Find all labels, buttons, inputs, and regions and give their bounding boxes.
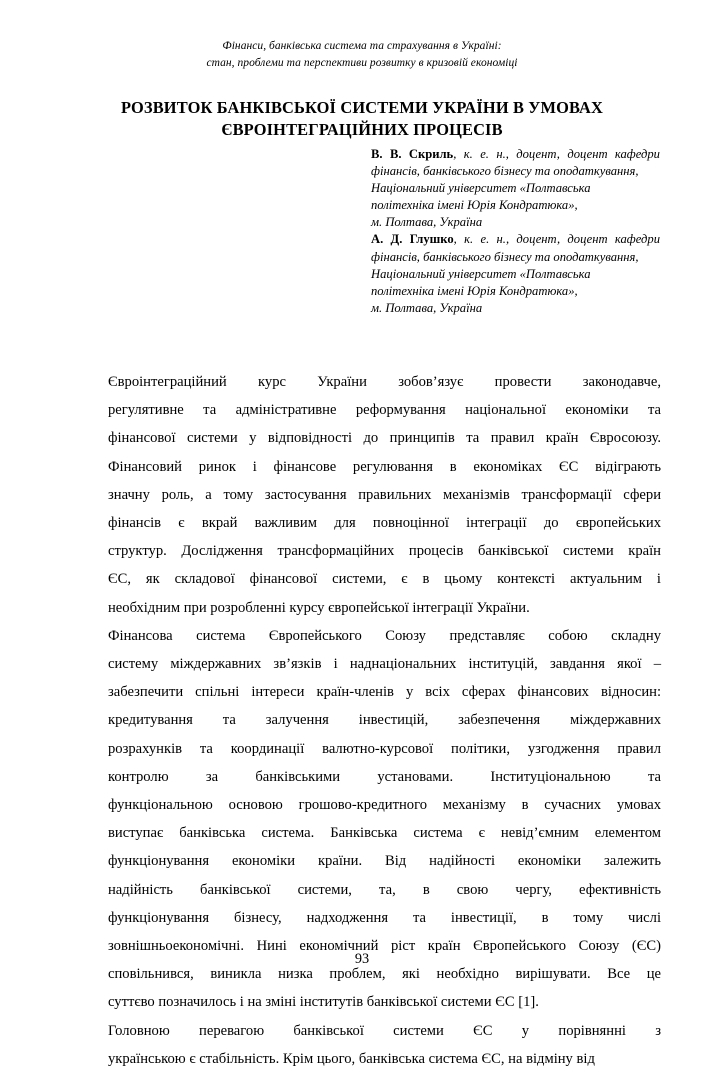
body-line: систему міждержавних зв’язків і наднаціональних інституцій, завдання якої – [108,656,661,673]
running-head [64,38,660,71]
author-1-affiliation-line-2: політехніка імені Юрія Кондратюка», [371,198,578,213]
body-line: Фінансова система Європейського Союзу представляє собою складну [108,627,661,644]
body-paragraph-3 [64,1017,661,1073]
author-1-name: В. В. Скриль [371,147,454,161]
author-1-affiliation-line-3: м. Полтава, Україна [371,215,483,230]
body-line: функціональною основою грошово-кредитного механізму в сучасних умовах [108,797,661,814]
body-line: необхідним при розробленні курсу європейської інтеграції України. [108,599,530,616]
author-entry-2 [371,231,660,316]
body-line: структур. Дослідження трансформаційних процесів банківської системи країн [108,543,661,560]
authors-block [371,146,660,317]
body-line: Євроінтеграційний курс України зобов’язує провести законодавче, [108,374,661,390]
author-1-affiliation [371,180,660,231]
author-2-name-and-position [371,231,660,265]
body-line: регулятивне та адміністративне реформування національної економіки та [108,402,661,419]
body-line: функціонування бізнесу, надходження та інвестиції, в тому числі [108,909,661,926]
body-line: контролю за банківськими установами. Інституціональною та [108,768,661,785]
body-line: кредитування та залучення інвестицій, забезпечення міждержавних [108,712,661,729]
author-2-name: А. Д. Глушко [371,232,454,247]
article-title-line-1: РОЗВИТОК БАНКІВСЬКОЇ СИСТЕМИ УКРАЇНИ В УМОВАХ [120,97,604,117]
body-line: фінансової системи у відповідності до принципів та правил країн Євросоюзу. [108,430,661,447]
body-line: зовнішньоекономічні. Нині економічний ріст країн Європейського Союзу (ЄС) [108,938,661,955]
author-entry-1 [371,146,660,231]
author-2-affiliation [371,266,660,317]
author-1-name-and-position [371,146,660,180]
body-line: виступає банківська система. Банківська система є невід’ємним елементом [108,825,661,842]
page-number: 93 [354,951,370,967]
author-1-affiliation-line-1: Національний університет «Полтавська [371,181,591,196]
body-line: функціонування економіки країни. Від надійності економіки залежить [108,853,661,870]
body-line: сповільнився, виникла низка проблем, які необхідно вирішувати. Все це [108,966,661,983]
author-2-degree-position: , к. е. н., доцент, доцент кафедри фінансів, банківського бізнесу та оподаткування, [371,232,660,264]
body-line: забезпечити спільні інтереси країн-членів у всіх сферах фінансових відносин: [108,684,661,701]
author-2-affiliation-line-2: політехніка імені Юрія Кондратюка», [371,283,578,298]
author-1-degree-position: , к. е. н., доцент, доцент кафедри фінансів, банківського бізнесу та оподаткування, [371,147,660,179]
author-2-affiliation-line-3: м. Полтава, Україна [371,300,483,315]
author-2-affiliation-line-1: Національний університет «Полтавська [371,266,591,281]
body-line: розрахунків та координації валютно-курсової політики, узгодження правил [108,740,661,757]
body-line: фінансів є вкрай важливим для повноцінної інтеграції до європейських [108,515,661,532]
body-line: значну роль, а тому застосування правильних механізмів трансформації сфери [108,486,661,503]
body-line: українською є стабільність. Крім цього, банківська система ЄС, на відміну від [108,1050,595,1067]
body-line: надійність банківської системи, та, в свою чергу, ефективність [108,881,661,898]
body-line: Фінансовий ринок і фінансове регулювання в економіках ЄС відіграють [108,458,661,475]
body-paragraph-1 [64,368,661,622]
running-head-line-1: Фінанси, банківська система та страхування в Україні: [222,40,502,52]
article-title [64,97,660,142]
body-line: суттєво позначилось і на зміні інститутів банківської системи ЄС [1]. [108,994,539,1011]
body-line: Головною перевагою банківської системи ЄС у порівнянні з [108,1022,661,1039]
body-line: ЄС, як складової фінансової системи, є в цьому контексті актуальним і [108,571,661,588]
article-title-line-2: ЄВРОІНТЕГРАЦІЙНИХ ПРОЦЕСІВ [221,120,503,140]
running-head-line-2: стан, проблеми та перспективи розвитку в кризовій економіці [206,56,518,69]
